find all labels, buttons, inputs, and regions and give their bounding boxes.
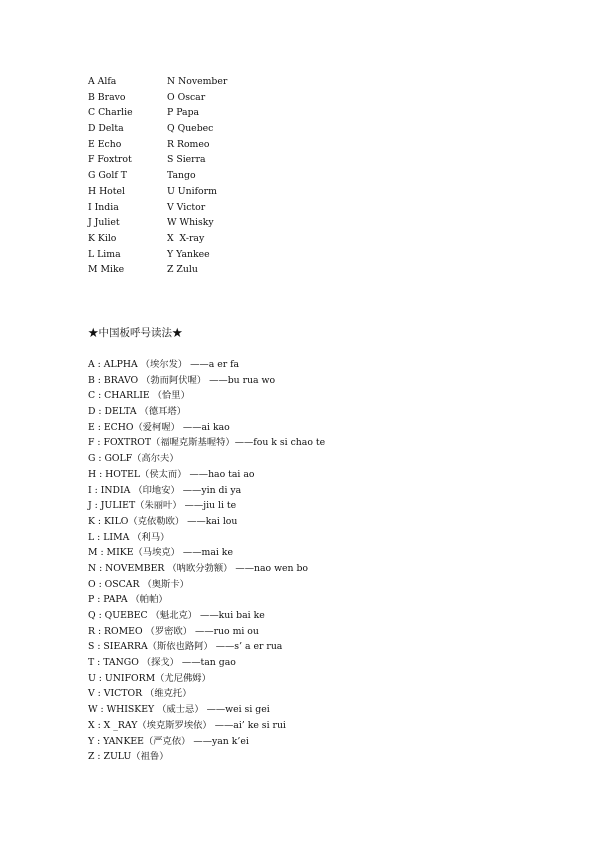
table-row [88, 121, 328, 137]
list-item: K : KILO（克依勒欧） ——kai lou [88, 515, 238, 527]
table-row [88, 137, 328, 153]
list-item: T : TANGO （探戈） ——tan gao [88, 657, 236, 669]
table-row [88, 231, 328, 247]
letter-code-left: F Foxtrot [88, 154, 132, 166]
list-item: L : LIMA （利马） [88, 531, 170, 543]
letter-code-right: R Romeo [167, 138, 210, 150]
letter-code-right: Tango [167, 170, 196, 182]
table-row [88, 74, 328, 90]
letter-code-left: E Echo [88, 138, 122, 150]
table-row [88, 152, 328, 168]
letter-code-right: Z Zulu [167, 264, 198, 276]
table-row [88, 215, 328, 231]
phonetic-alphabet-table [88, 74, 328, 278]
list-item: O : OSCAR （奥斯卡） [88, 578, 189, 590]
pronunciation-list [88, 357, 325, 765]
list-item: J : JULIET（朱丽叶） ——jiu li te [88, 500, 237, 512]
list-item: I : INDIA （印地安） ——yin di ya [88, 484, 242, 496]
letter-code-right: X X-ray [167, 232, 205, 244]
table-row [88, 247, 328, 263]
list-item: W : WHISKEY （威士忌） ——wei si gei [88, 704, 270, 716]
letter-code-left: J Juliet [88, 217, 120, 229]
letter-code-left: G Golf T [88, 170, 127, 182]
letter-code-right: O Oscar [167, 91, 206, 103]
list-item: S : SIEARRA（斯依也路阿） ——s’ a er rua [88, 641, 283, 653]
letter-code-right: Y Yankee [167, 248, 210, 260]
list-item: U : UNIFORM（尤尼佛姆） [88, 672, 211, 684]
letter-code-right: Q Quebec [167, 123, 214, 135]
section-heading: ★中国板呼号读法★ [88, 327, 183, 339]
letter-code-right: W Whisky [167, 217, 214, 229]
list-item: N : NOVEMBER （呐欧分勃额） ——nao wen bo [88, 562, 309, 574]
letter-code-left: H Hotel [88, 185, 125, 197]
letter-code-right: S Sierra [167, 154, 206, 166]
list-item: R : ROMEO （罗密欧） ——ruo mi ou [88, 625, 259, 637]
letter-code-left: B Bravo [88, 91, 126, 103]
table-row [88, 184, 328, 200]
table-row [88, 168, 328, 184]
letter-code-right: P Papa [167, 107, 200, 119]
list-item: A : ALPHA （埃尔发） ——a er fa [88, 359, 240, 370]
list-item: V : VICTOR （维克托） [88, 688, 192, 700]
table-row [88, 90, 328, 106]
table-row [88, 105, 328, 121]
list-item: C : CHARLIE （恰里） [88, 390, 190, 402]
letter-code-left: K Kilo [88, 232, 117, 244]
letter-code-left: M Mike [88, 264, 125, 276]
list-item: M : MIKE（马埃克） ——mai ke [88, 547, 233, 559]
list-item: Q : QUEBEC （魁北克） ——kui bai ke [88, 610, 265, 621]
list-item: D : DELTA （德耳塔） [88, 406, 186, 418]
list-item: B : BRAVO （勃而阿伏喔） ——bu rua wo [88, 374, 276, 386]
table-row [88, 262, 328, 278]
list-item: G : GOLF（高尔夫） [88, 453, 179, 465]
list-item: H : HOTEL（侯太而） ——hao tai ao [88, 468, 255, 480]
list-item: P : PAPA （帕帕） [88, 594, 168, 606]
table-row [88, 200, 328, 216]
list-item: F : FOXTROT（福喔克斯基喔特）——fou k si chao te [88, 437, 326, 449]
letter-code-left: C Charlie [88, 107, 133, 119]
list-item: X : X _RAY（埃克斯罗埃依） ——ai’ ke si rui [88, 719, 286, 731]
list-item: Y : YANKEE（严克依） ——yan k’ei [88, 735, 249, 747]
letter-code-right: N November [167, 76, 228, 87]
list-item: Z : ZULU（祖鲁） [88, 751, 169, 763]
letter-code-left: D Delta [88, 123, 124, 135]
letter-code-left: I India [88, 201, 119, 213]
list-item: E : ECHO（爱柯喔） ——ai kao [88, 421, 230, 433]
letter-code-left: A Alfa [88, 76, 117, 87]
letter-code-left: L Lima [88, 248, 121, 260]
letter-code-right: V Victor [167, 201, 206, 213]
letter-code-right: U Uniform [167, 185, 217, 197]
